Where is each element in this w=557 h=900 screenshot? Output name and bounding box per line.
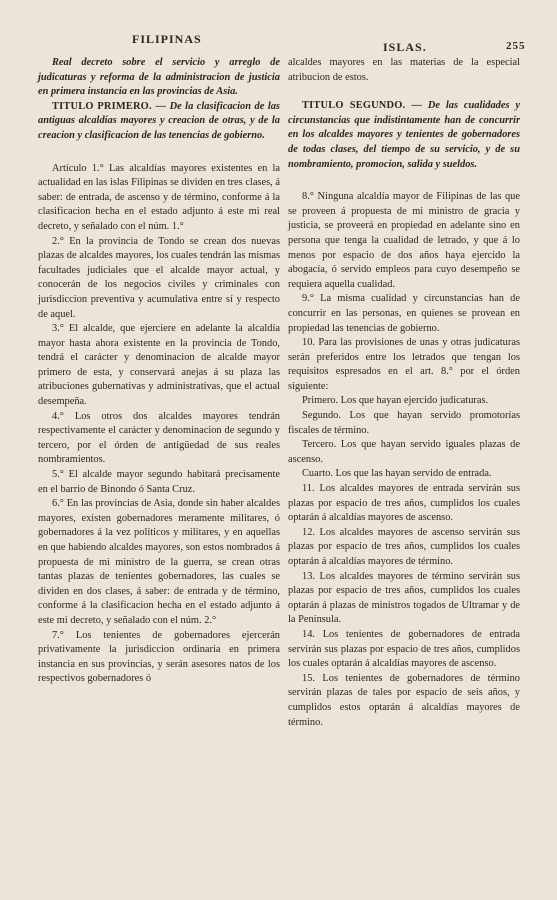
titulo-segundo	[288, 99, 520, 172]
article-paragraph: Cuarto. Los que las hayan servido de entrada.	[302, 468, 492, 480]
running-head-right: ISLAS.	[383, 40, 427, 54]
article-paragraph: Primero. Los que hayan ejercido judicaturas.	[302, 395, 489, 407]
decree-title: Real decreto sobre el servicio y arreglo de judicaturas y reforma de la administracion de justicia en primera instancia en las provincias de Asia.	[38, 57, 280, 98]
article-paragraph: 9.° La misma cualidad y circunstancias han de concurrir en las personas, en quienes se provean en propiedad las tenencias de gobierno.	[288, 293, 520, 334]
page-number: 255	[506, 40, 526, 52]
article-paragraph: Segundo. Los que hayan servido promotorías fiscales de término.	[288, 410, 520, 436]
article-paragraph: 8.° Ninguna alcaldía mayor de Filipinas de las que se proveen á propuesta de mi ministro de gracia y justicia, se proveerá en propiedad en adelante sino en persona que tenga la cualidad de letrado, y que á lo menos por espacio de dos años haya ejercido la abogacía, ó servido empleos para cuyo desempeño se requiera aquella cualidad.	[288, 191, 520, 290]
page-header	[0, 24, 557, 54]
article-paragraph: 13. Los alcaldes mayores de término servirán sus plazas por espacio de tres años, cumplidos los cuales optarán á plazas de ministros togados de Ultramar y de la Península.	[288, 570, 520, 626]
article-paragraph: 12. Los alcaldes mayores de ascenso servirán sus plazas por espacio de tres años, cumplidos los cuales optarán á alcaldías mayores de término.	[288, 526, 520, 567]
article-paragraph: Tercero. Los que hayan servido iguales plazas de ascenso.	[288, 439, 520, 465]
titulo-text: De las cualidades y circunstancias que indistintamente han de concurrir en los alcaldes mayores y tenientes de gobernadores de todas clases, del tiempo de su servicio, y de su nombramiento, promocion, salida y sueldos.	[288, 100, 520, 170]
article-paragraph: 7.° Los tenientes de gobernadores ejercerán privativamente la jurisdiccion ordinaria en primera instancia en sus provincias, y serán asesores natos de los respectivos gobernadores ó	[38, 629, 280, 685]
article-paragraph: 3.° El alcalde, que ejerciere en adelante la alcaldía mayor hasta ahora existente en la provincia de Tondo, tendrá el carácter y denominacion de alcalde mayor primero de esta, y conservará anejas á su plaza las atribuciones gubernativas y administrativas, que el actual desempeña.	[38, 323, 280, 408]
titulo-text: De la clasificacion de las antiguas alcaldías mayores y creacion de otras, y de la creacion y clasificacion de las tenencias de gobierno.	[38, 100, 280, 141]
titulo-label: TITULO SEGUNDO. —	[302, 100, 422, 112]
continuation-paragraph: alcaldes mayores en las materias de la especial atribucion de estos.	[288, 57, 520, 83]
left-column	[38, 56, 280, 687]
article-paragraph: 5.° El alcalde mayor segundo habitará precisamente en el barrio de Binondo ó Santa Cruz.	[38, 469, 280, 495]
titulo-label: TITULO PRIMERO. —	[52, 100, 167, 112]
article-paragraph: 10. Para las provisiones de unas y otras judicaturas serán preferidos entre los letrados que tengan los requisitos espresados en el art. 8.° por el órden siguiente:	[288, 337, 520, 392]
article-paragraph: 14. Los tenientes de gobernadores de entrada servirán sus plazas por espacio de tres años, cumplidos los cuales optarán á alcaldías mayores de ascenso.	[288, 628, 520, 670]
article-paragraph: 2.° En la provincia de Tondo se crean dos nuevas plazas de alcaldes mayores, los cuales tendrán las mismas facultades judiciales que el alcalde mayor actual, y conocerán de los negocios civiles y criminales con jurisdiccion preventiva y acumulativa entre sí y respecto de aquel.	[38, 235, 280, 320]
article-paragraph: 4.° Los otros dos alcaldes mayores tendrán respectivamente el carácter y denominacion de segundo y tercero, por el órden de antigüedad de sus reales nombramientos.	[38, 410, 280, 466]
article-paragraph: 6.° En las provincias de Asia, donde sin haber alcaldes mayores, existen gobernadores meramente militares, ó gobernadores á la vez políticos y militares, y en aquellas en que habiendo alcaldes mayores, son estos nombrados á propuesta de mi ministro de la guerra, se crean otras tantas plazas de tenientes gobernadores, las cuales se dividen en dos clases, á saber: de entrada y de término, conforme á la clasificacion hecha en el estado adjunto á este mi decreto, y señalado con el núm. 2.°	[38, 498, 280, 626]
running-head-left: FILIPINAS	[132, 32, 202, 46]
article-paragraph: 15. Los tenientes de gobernadores de término servirán plazas de tales por espacio de seis años, y cumplidos estos optarán á alcaldías mayores de término.	[288, 672, 520, 728]
article-paragraph: Artículo 1.° Las alcaldías mayores existentes en la actualidad en las islas Filipinas se dividen en tres clases, á saber: de entrada, de ascenso y de término, conforme á la clasificacion hecha en el estado adjunto á este mi real decreto, y señalado con el núm. 1.°	[38, 162, 280, 232]
titulo-primero	[38, 100, 280, 144]
article-paragraph: 11. Los alcaldes mayores de entrada servirán sus plazas por espacio de tres años, cumplidos los cuales optarán á alcaldías mayores de ascenso.	[288, 483, 520, 524]
right-column	[288, 56, 520, 730]
